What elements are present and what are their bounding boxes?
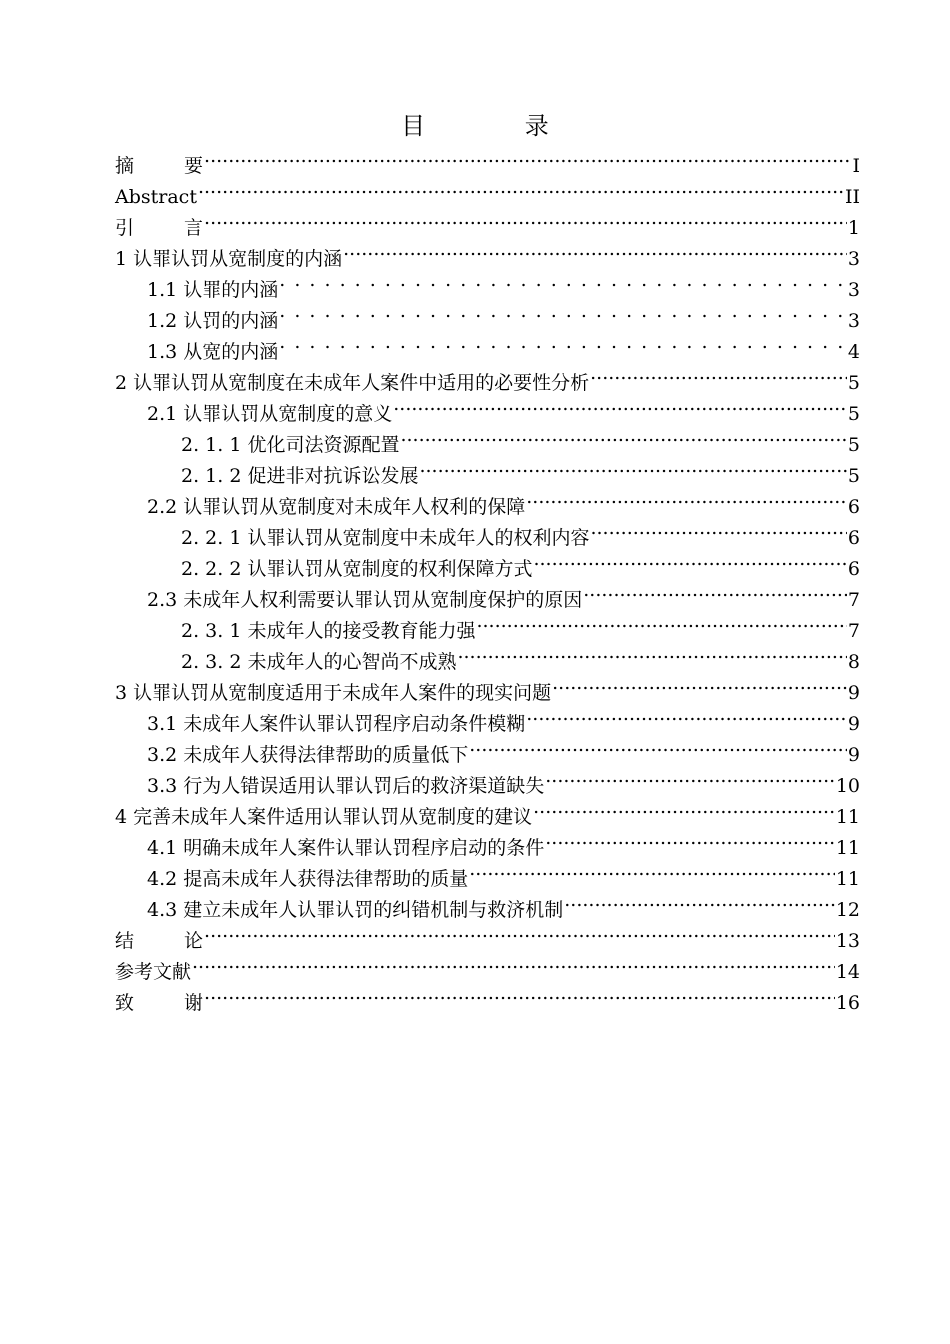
toc-dot-leader <box>545 823 835 854</box>
toc-title: 目 录 <box>401 112 595 140</box>
toc-page-number: 5 <box>847 372 860 394</box>
toc-entry-label: 3 认罪认罚从宽制度适用于未成年人案件的现实问题 <box>115 682 552 704</box>
toc-dot-leader <box>590 358 847 389</box>
toc-entry-label: 4.3 建立未成年人认罪认罚的纠错机制与救济机制 <box>147 899 564 921</box>
toc-page-number: 5 <box>847 403 860 425</box>
toc-dot-leader <box>533 792 835 823</box>
toc-dot-leader <box>343 234 847 265</box>
toc-dot-leader <box>279 265 847 296</box>
toc-dot-leader <box>526 699 847 730</box>
toc-dot-leader <box>419 451 846 482</box>
toc-entry[interactable] <box>115 203 860 239</box>
toc-entry-label: 2. 1. 1 优化司法资源配置 <box>181 434 400 456</box>
toc-entry-label: 致谢 <box>115 992 204 1014</box>
toc-page-number: 3 <box>847 248 860 270</box>
toc-page-number: 5 <box>847 434 860 456</box>
toc-entry-label: 2.3 未成年人权利需要认罪认罚从宽制度保护的原因 <box>147 589 583 611</box>
toc-entry-label: 2. 3. 2 未成年人的心智尚不成熟 <box>181 651 457 673</box>
toc-dot-leader <box>533 544 846 575</box>
toc-entry-label: 引言 <box>115 217 204 239</box>
toc-entry-label: 1.3 从宽的内涵 <box>147 341 279 363</box>
toc-page-number: 16 <box>835 992 860 1014</box>
toc-dot-leader <box>545 761 835 792</box>
toc-entry[interactable] <box>115 978 860 1014</box>
toc-entry-label: 1.2 认罚的内涵 <box>147 310 279 332</box>
toc-dot-leader <box>526 482 847 513</box>
toc-page-number: 4 <box>847 341 860 363</box>
toc-entry[interactable] <box>115 172 860 208</box>
toc-page-number: 14 <box>835 961 860 983</box>
toc-dot-leader <box>279 327 847 358</box>
toc-entry-label: 4 完善未成年人案件适用认罪认罚从宽制度的建议 <box>115 806 533 828</box>
toc-dot-leader <box>279 296 847 327</box>
toc-entry[interactable] <box>115 141 860 177</box>
toc-page-number: 13 <box>835 930 860 952</box>
toc-page-number: 1 <box>847 217 860 239</box>
toc-entry-label: 参考文献 <box>115 961 192 983</box>
toc-entry-label: 结论 <box>115 930 204 952</box>
toc-dot-leader <box>198 172 844 203</box>
toc-entry-label: 2. 1. 2 促进非对抗诉讼发展 <box>181 465 419 487</box>
toc-page-number: 11 <box>835 837 860 859</box>
toc-page-number: 8 <box>847 651 860 673</box>
toc-dot-leader <box>204 141 851 172</box>
toc-dot-leader <box>583 575 847 606</box>
toc-page-number: 3 <box>847 310 860 332</box>
toc-dot-leader <box>564 885 835 916</box>
toc-page-number: 12 <box>835 899 860 921</box>
toc-dot-leader <box>204 916 835 947</box>
toc-dot-leader <box>204 203 847 234</box>
toc-dot-leader <box>469 854 835 885</box>
toc-page-number: 6 <box>847 558 860 580</box>
toc-entry[interactable] <box>115 916 860 952</box>
toc-entry-label: 2. 3. 1 未成年人的接受教育能力强 <box>181 620 476 642</box>
toc-page-number: 5 <box>847 465 860 487</box>
toc-entry-label: 2.1 认罪认罚从宽制度的意义 <box>147 403 393 425</box>
toc-entry-label: 4.1 明确未成年人案件认罪认罚程序启动的条件 <box>147 837 545 859</box>
toc-entry-label: 3.2 未成年人获得法律帮助的质量低下 <box>147 744 469 766</box>
toc-entry-label: 2. 2. 1 认罪认罚从宽制度中未成年人的权利内容 <box>181 527 590 549</box>
toc-entry-label: 3.3 行为人错误适用认罪认罚后的救济渠道缺失 <box>147 775 545 797</box>
toc-entry-label: 2. 2. 2 认罪认罚从宽制度的权利保障方式 <box>181 558 533 580</box>
toc-page-number: 9 <box>847 682 860 704</box>
toc-entry-label: 1 认罪认罚从宽制度的内涵 <box>115 248 343 270</box>
toc-page-number: 6 <box>847 496 860 518</box>
toc-page-number: 7 <box>847 589 860 611</box>
toc-entry-label: 4.2 提高未成年人获得法律帮助的质量 <box>147 868 469 890</box>
toc-page-number: 9 <box>847 744 860 766</box>
toc-page-number: 9 <box>847 713 860 735</box>
toc-page-number: II <box>844 186 860 208</box>
toc-dot-leader <box>393 389 847 420</box>
toc-dot-leader <box>192 947 835 978</box>
toc-entry-label: 2 认罪认罚从宽制度在未成年人案件中适用的必要性分析 <box>115 372 590 394</box>
toc-dot-leader <box>204 978 835 1009</box>
toc-dot-leader <box>590 513 846 544</box>
toc-page-number: 6 <box>847 527 860 549</box>
toc-dot-leader <box>476 606 846 637</box>
toc-entry-label: Abstract <box>115 186 197 208</box>
toc-dot-leader <box>469 730 847 761</box>
toc-page-number: 7 <box>847 620 860 642</box>
toc-entry[interactable] <box>115 234 860 270</box>
toc-page-number: 10 <box>835 775 860 797</box>
toc-page-number: 11 <box>835 806 860 828</box>
toc-page-number: I <box>852 155 860 177</box>
toc-entry[interactable] <box>115 947 860 983</box>
toc-dot-leader <box>400 420 846 451</box>
toc-entry-label: 2.2 认罪认罚从宽制度对未成年人权利的保障 <box>147 496 526 518</box>
toc-page-number: 11 <box>835 868 860 890</box>
toc-entry-label: 3.1 未成年人案件认罪认罚程序启动条件模糊 <box>147 713 526 735</box>
table-of-contents <box>115 141 860 1014</box>
toc-entry-label: 1.1 认罪的内涵 <box>147 279 279 301</box>
toc-entry-label: 摘要 <box>115 155 204 177</box>
toc-dot-leader <box>457 637 846 668</box>
toc-dot-leader <box>552 668 847 699</box>
toc-page-number: 3 <box>847 279 860 301</box>
